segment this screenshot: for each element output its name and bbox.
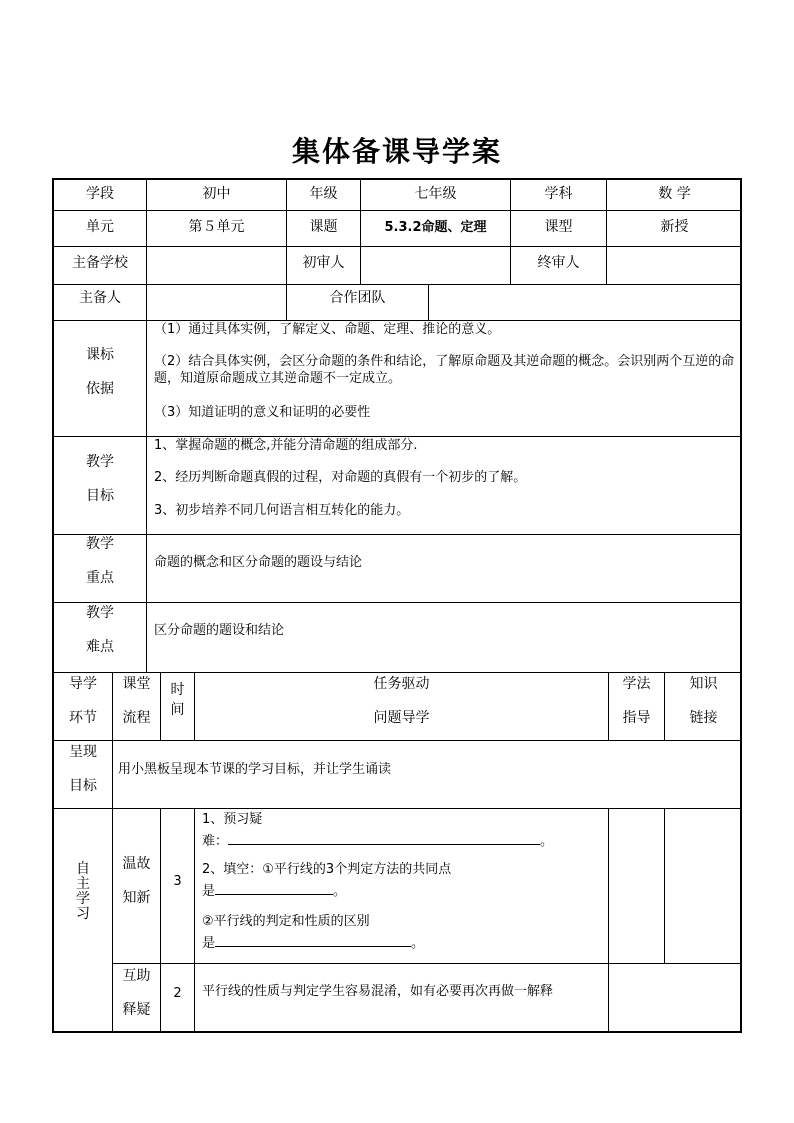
header-time: 时 bbox=[170, 682, 185, 698]
fill-question-1-line2 bbox=[202, 880, 346, 901]
fill-question-2-prefix: 是 bbox=[202, 936, 216, 951]
row-divider bbox=[54, 246, 742, 247]
mutual-help-text: 平行线的性质与判定学生容易混淆，如有必要再次再做一解释 bbox=[202, 984, 554, 999]
header-time: 间 bbox=[170, 702, 185, 718]
col-divider bbox=[428, 284, 429, 320]
row-divider bbox=[54, 672, 742, 673]
header-stage: 导学 bbox=[69, 676, 97, 692]
unit-value: 第５单元 bbox=[188, 219, 245, 235]
lead-preparer-label: 主备人 bbox=[79, 290, 121, 306]
col-divider bbox=[146, 284, 147, 320]
curriculum-item: （2）结合具体实例，会区分命题的条件和结论，了解原命题及其逆命题的概念。会识别两个互逆的命题，知道原命题成立其逆命题不一定成立。 bbox=[154, 354, 735, 386]
fill-question-2-end: 。 bbox=[411, 936, 425, 951]
lesson-type-label: 课型 bbox=[544, 219, 573, 235]
fill-question-1-end: 。 bbox=[333, 884, 347, 899]
difficulty-label: 难点 bbox=[86, 639, 114, 655]
topic-label: 课题 bbox=[309, 219, 338, 235]
present-goal-text: 用小黑板呈现本节课的学习目标，并让学生诵读 bbox=[118, 762, 392, 777]
objective-item: 1、掌握命题的概念,并能分清命题的组成部分. bbox=[154, 438, 418, 453]
grade-value: 七年级 bbox=[414, 186, 457, 202]
subject-label: 学科 bbox=[544, 186, 573, 202]
row-divider bbox=[54, 436, 742, 437]
mutual-help-time: 2 bbox=[173, 986, 182, 1001]
row-divider bbox=[54, 284, 742, 285]
fill-question-1-prefix: 是 bbox=[202, 884, 216, 899]
row-divider bbox=[54, 740, 742, 741]
grade-label: 年级 bbox=[309, 186, 338, 202]
difficulty-label: 教学 bbox=[86, 605, 114, 621]
preview-question-end: 。 bbox=[540, 834, 554, 849]
header-flow: 流程 bbox=[122, 710, 151, 726]
present-goal-label: 目标 bbox=[69, 778, 97, 794]
topic-value: 5.3.2命题、定理 bbox=[384, 220, 487, 235]
present-goal-label: 呈现 bbox=[69, 744, 97, 760]
keypoints-label: 教学 bbox=[86, 536, 114, 552]
lesson-type-value: 新授 bbox=[660, 219, 689, 235]
fill-question-2: ②平行线的判定和性质的区别 bbox=[202, 914, 370, 929]
header-task: 问题导学 bbox=[373, 710, 430, 726]
page-title: 集体备课导学案 bbox=[291, 135, 502, 168]
curriculum-item: （1）通过具体实例，了解定义、命题、定理、推论的意义。 bbox=[154, 322, 501, 337]
objectives-label: 教学 bbox=[86, 454, 114, 470]
difficulty-text: 区分命题的题设和结论 bbox=[154, 623, 285, 638]
preview-answer-blank[interactable] bbox=[228, 830, 540, 845]
header-knowledge: 链接 bbox=[689, 710, 718, 726]
mutual-help-label: 释疑 bbox=[122, 1002, 151, 1018]
self-study-label: 自主学习 bbox=[76, 861, 90, 922]
first-reviewer-label: 初审人 bbox=[302, 255, 345, 271]
header-stage: 环节 bbox=[69, 710, 97, 726]
review-flow-label: 知新 bbox=[122, 890, 151, 906]
objective-item: 3、初步培养不同几何语言相互转化的能力。 bbox=[154, 503, 410, 518]
col-divider bbox=[664, 808, 665, 963]
team-label: 合作团队 bbox=[329, 290, 386, 306]
col-divider bbox=[112, 740, 113, 808]
stage-value: 初中 bbox=[202, 186, 231, 202]
stage-label: 学段 bbox=[86, 186, 114, 202]
curriculum-label: 依据 bbox=[86, 381, 114, 397]
objective-item: 2、经历判断命题真假的过程，对命题的真假有一个初步的了解。 bbox=[154, 470, 527, 485]
lesson-plan-table bbox=[52, 178, 742, 1033]
col-divider bbox=[146, 320, 147, 672]
row-divider bbox=[54, 808, 742, 809]
col-divider bbox=[608, 808, 609, 1033]
preview-question-line1: 1、预习疑 bbox=[202, 812, 263, 827]
header-method: 指导 bbox=[622, 710, 651, 726]
col-divider bbox=[194, 808, 195, 1033]
header-knowledge: 知识 bbox=[689, 676, 718, 692]
fill-question-2-line2 bbox=[202, 932, 424, 953]
keypoints-text: 命题的概念和区分命题的题设与结论 bbox=[154, 555, 363, 570]
row-divider bbox=[54, 320, 742, 321]
col-divider bbox=[112, 808, 113, 1033]
row-divider bbox=[54, 534, 742, 535]
subject-value: 数 学 bbox=[658, 186, 691, 202]
header-task: 任务驱动 bbox=[373, 676, 430, 692]
header-method: 学法 bbox=[622, 676, 651, 692]
fill-question-1: 2、填空：①平行线的3个判定方法的共同点 bbox=[202, 862, 452, 877]
objectives-label: 目标 bbox=[86, 488, 114, 504]
row-divider bbox=[54, 602, 742, 603]
review-flow-label: 温故 bbox=[122, 856, 151, 872]
header-flow: 课堂 bbox=[122, 676, 151, 692]
mutual-help-label: 互助 bbox=[122, 968, 151, 984]
preview-question-prefix: 难： bbox=[202, 834, 229, 849]
fill-answer-blank[interactable] bbox=[215, 880, 333, 895]
row-divider bbox=[54, 210, 742, 211]
preview-question-line2 bbox=[202, 830, 553, 851]
unit-label: 单元 bbox=[86, 219, 114, 235]
lead-school-label: 主备学校 bbox=[72, 255, 128, 271]
row-divider bbox=[112, 963, 742, 964]
keypoints-label: 重点 bbox=[86, 570, 114, 586]
curriculum-label: 课标 bbox=[86, 347, 114, 363]
review-time: 3 bbox=[173, 874, 182, 889]
curriculum-item: （3）知道证明的意义和证明的必要性 bbox=[154, 405, 371, 420]
fill-answer-blank[interactable] bbox=[215, 932, 411, 947]
final-reviewer-label: 终审人 bbox=[537, 255, 580, 271]
